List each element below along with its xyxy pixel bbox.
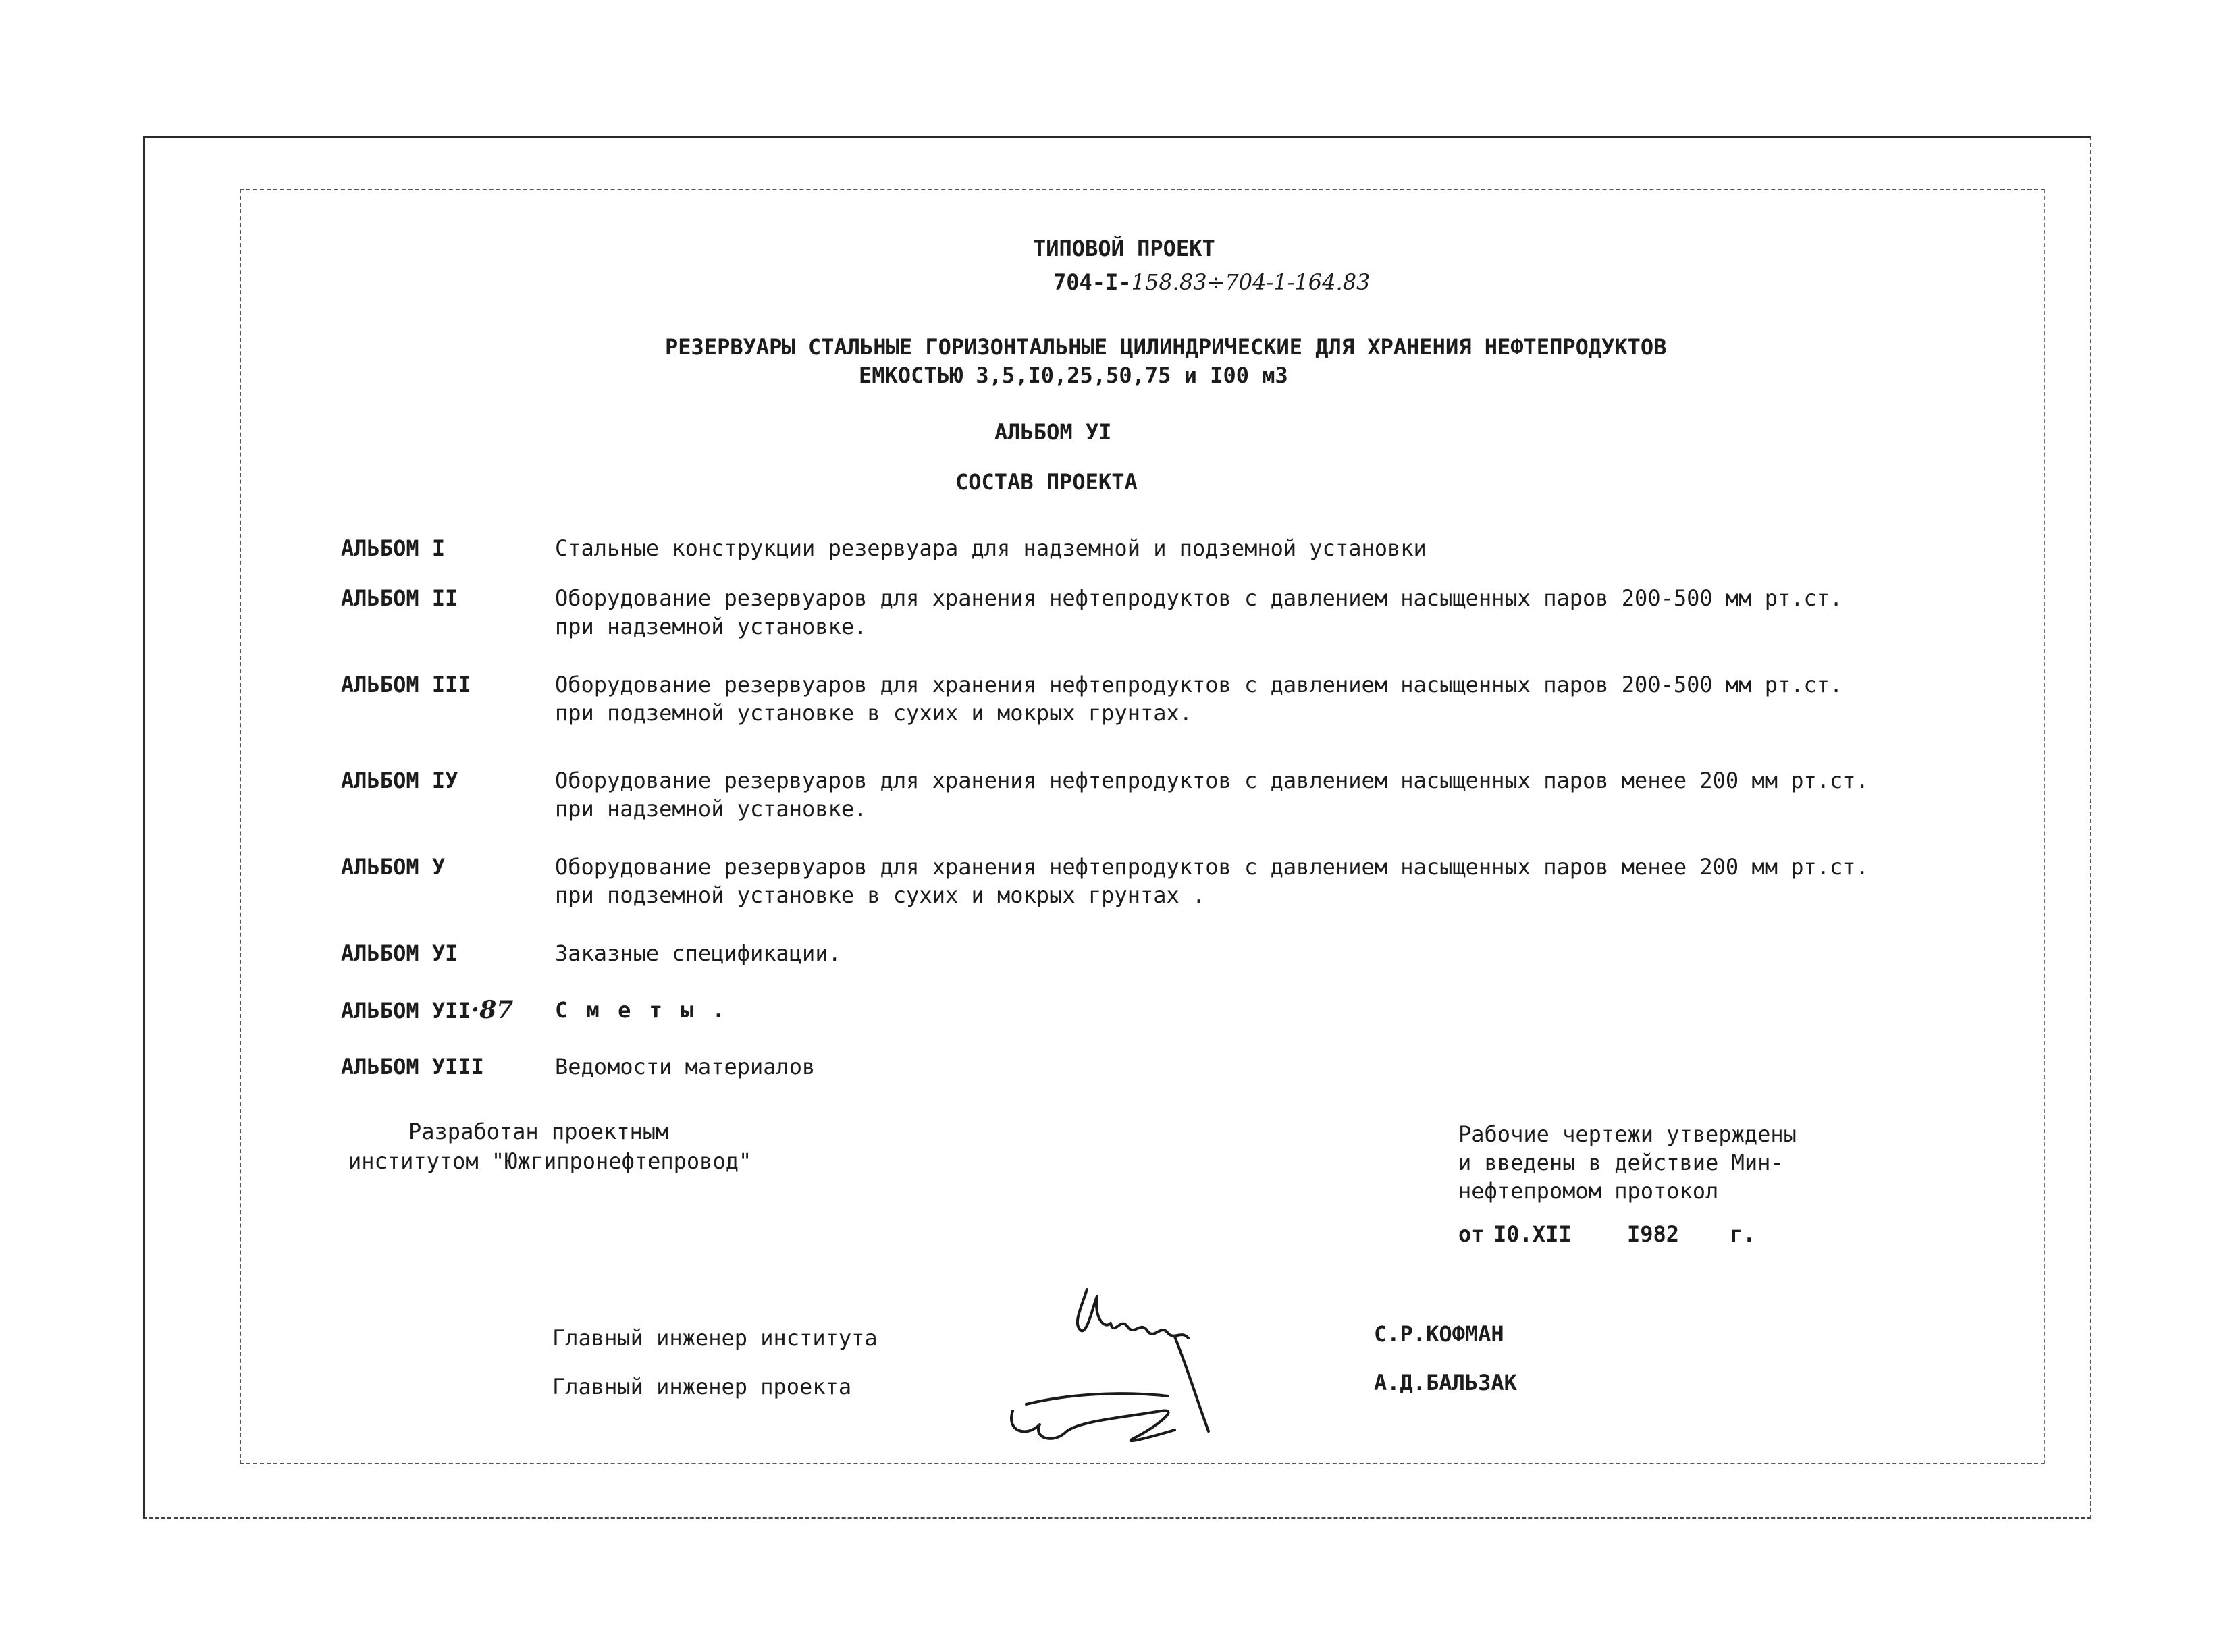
album-desc: Оборудование резервуаров для хранения нефтепродуктов с давлением насыщенных паров 200-500 мм рт.ст.	[555, 672, 1843, 697]
signature-1	[1078, 1289, 1188, 1338]
approval-year: I982	[1627, 1221, 1680, 1247]
composition-heading: СОСТАВ ПРОЕКТА	[955, 469, 1138, 495]
title-line-2: ЕМКОСТЬЮ 3,5,I0,25,50,75 и I00 м3	[859, 363, 1288, 388]
album-label: АЛЬБОМ II	[341, 585, 458, 611]
album-desc: Стальные конструкции резервуара для надземной и подземной установки	[555, 535, 1427, 561]
approval-prefix: от	[1458, 1221, 1485, 1247]
album-desc: при надземной установке.	[555, 796, 868, 822]
album-label: АЛЬБОМ УIII	[341, 1054, 484, 1080]
album-label: АЛЬБОМ УII	[341, 998, 471, 1023]
album-desc: Оборудование резервуаров для хранения нефтепродуктов с давлением насыщенных паров 200-500 мм рт.ст.	[555, 585, 1843, 611]
album-label: АЛЬБОМ I	[341, 535, 446, 561]
project-type: ТИПОВОЙ ПРОЕКТ	[1033, 236, 1215, 261]
album-number: АЛЬБОМ УI	[994, 419, 1112, 445]
signature-1-tail	[1175, 1337, 1209, 1431]
album-desc: Оборудование резервуаров для хранения нефтепродуктов с давлением насыщенных паров менее 200 мм рт.ст.	[555, 854, 1869, 880]
approval-line-3: нефтепромом протокол	[1458, 1178, 1719, 1204]
approval-suffix: г.	[1730, 1221, 1756, 1247]
signature-role: Главный инженер института	[552, 1325, 878, 1351]
approval-line-1: Рабочие чертежи утверждены	[1458, 1121, 1797, 1147]
project-code-handwritten: 158.83÷704-1-164.83	[1131, 269, 1371, 295]
signature-name: С.Р.КОФМАН	[1374, 1321, 1504, 1347]
album-desc: при подземной установке в сухих и мокрых грунтах .	[555, 882, 1206, 908]
album-handwritten-note: ·87	[471, 996, 514, 1024]
album-desc: при подземной установке в сухих и мокрых грунтах.	[555, 700, 1193, 726]
album-label: АЛЬБОМ УI	[341, 940, 458, 966]
project-code-printed: 704-I-	[1053, 269, 1132, 295]
signature-2	[1011, 1410, 1175, 1441]
album-label: АЛЬБОМ III	[341, 672, 471, 697]
project-code	[1053, 269, 1370, 296]
album-label-wrap	[341, 996, 513, 1024]
signature-role: Главный инженер проекта	[552, 1374, 852, 1400]
approval-line-2: и введены в действие Мин-	[1458, 1150, 1784, 1175]
album-desc: Заказные спецификации.	[555, 940, 841, 966]
album-desc: С м е т ы .	[555, 997, 728, 1023]
approval-date: I0.XII	[1493, 1221, 1572, 1247]
signature-name: А.Д.БАЛЬЗАК	[1374, 1370, 1517, 1395]
signature-scribbles	[986, 1276, 1256, 1451]
signature-2-stroke	[1026, 1393, 1168, 1404]
developer-line-2: институтом "Южгипронефтепровод"	[348, 1148, 752, 1174]
title-line-1: РЕЗЕРВУАРЫ СТАЛЬНЫЕ ГОРИЗОНТАЛЬНЫЕ ЦИЛИНДРИЧЕСКИЕ ДЛЯ ХРАНЕНИЯ НЕФТЕПРОДУКТОВ	[665, 334, 1667, 360]
album-desc: Оборудование резервуаров для хранения нефтепродуктов с давлением насыщенных паров менее 200 мм рт.ст.	[555, 768, 1869, 793]
album-desc: при надземной установке.	[555, 614, 868, 639]
developer-line-1: Разработан проектным	[408, 1119, 669, 1144]
album-desc: Ведомости материалов	[555, 1054, 816, 1080]
album-label: АЛЬБОМ IУ	[341, 768, 458, 793]
album-label: АЛЬБОМ У	[341, 854, 446, 880]
